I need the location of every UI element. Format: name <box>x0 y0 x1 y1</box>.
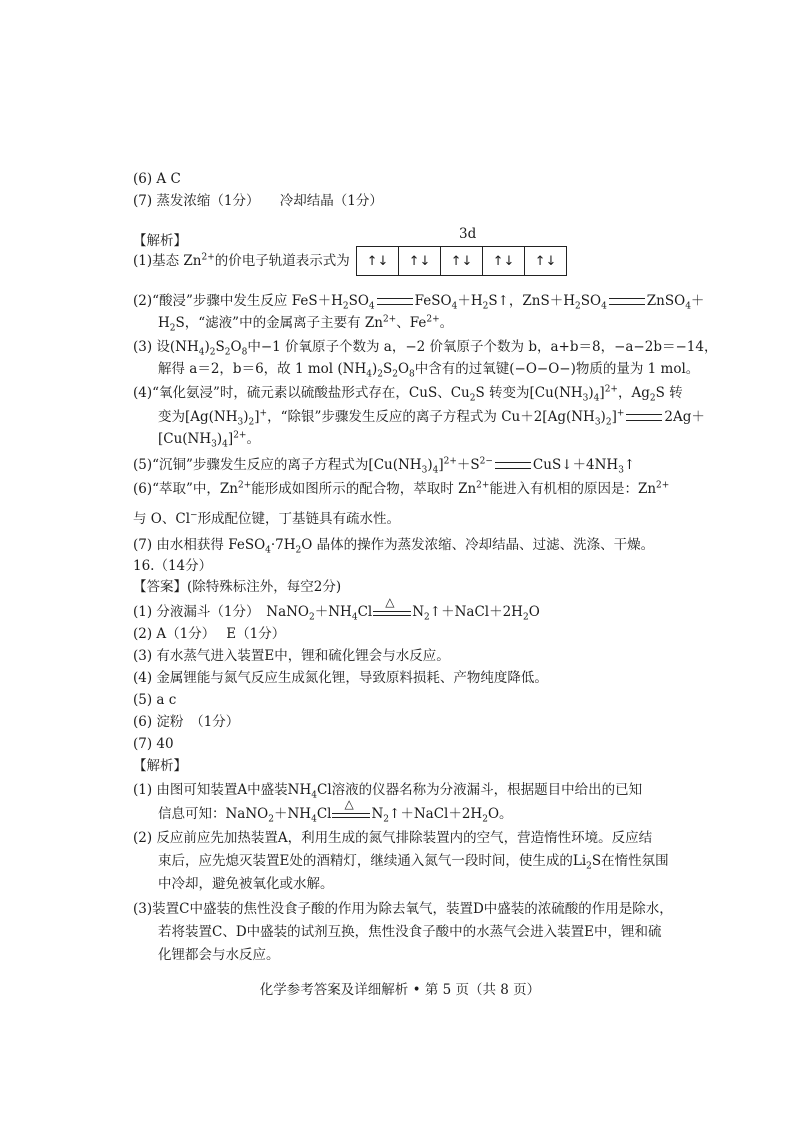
explain16-1-line1: (1) 由图可知装置A中盛装$NH_4Cl$溶液的仪器名称为分液漏斗，根据题目中给出的已知 <box>133 782 643 801</box>
part2-line1: (2)“酸浸”步骤中发生反应 $FeS+H_2SO_4$ $FeSO_4+H_2S↑$，$ZnS+H_2SO_4$ ZnSO$_4$＋ <box>133 293 705 312</box>
part4-line2: 变为$[Ag(NH_3)_2]^+$，“除银”步骤发生反应的离子方程式为 $Cu+2[Ag(NH_3)_2]^+$ 2Ag＋ <box>158 408 705 428</box>
answer-header: 【答案】(除特殊标注外，每空2分) <box>133 579 342 595</box>
part6-line2: 与 O、Cl−形成配位键，丁基链具有疏水性。 <box>133 510 401 527</box>
explain16-3-line3: 化锂都会与水反应。 <box>158 947 280 963</box>
explain16-2-line2: 束后，应先熄灭装置E处的酒精灯，继续通入氮气一段时间，使生成的$Li_2S$在惰性氛围 <box>158 853 669 872</box>
answer-6: (6) A C <box>133 171 181 187</box>
analysis-header-16: 【解析】 <box>133 758 187 774</box>
orbital-cell: ↑↓ <box>357 247 399 276</box>
explain16-2-line3: 中冷却，避免被氧化或水解。 <box>158 876 334 892</box>
part3-line1: (3) 设$(NH_4)_2S_2O_8$中−1 价氧原子个数为 a，−2 价氧原子个数为 b，a+b＝8，−a−2b＝−14， <box>133 339 718 358</box>
part4-line1: (4)“氧化氨浸”时，硫元素以硫酸盐形式存在，CuS、$Cu_2S$ 转变为$[Cu(NH_3)_4]^{2+}$，$Ag_2S$ 转 <box>133 384 683 404</box>
answer16-1: (1) 分液漏斗（1分） $NaNO_2+NH_4Cl$ △ $N_2↑+NaCl+2H_2O$ <box>133 594 540 623</box>
answer16-4: (4) 金属锂能与氮气反应生成氮化锂，导致原料损耗、产物纯度降低。 <box>133 670 548 686</box>
question-16: 16.（14分） <box>133 558 213 574</box>
orbital-cell: ↑↓ <box>483 247 525 276</box>
answer16-3: (3) 有水蒸气进入装置E中，锂和硫化锂会与水反应。 <box>133 648 450 664</box>
explain16-3-line2: 若将装置C、D中盛装的试剂互换，焦性没食子酸中的水蒸气会进入装置E中，锂和硫 <box>158 924 662 940</box>
part4-line3: $[Cu(NH_3)_4]^{2+}$。 <box>158 430 260 450</box>
part6-line1: (6)“萃取”中，$Zn^{2+}$能形成如图所示的配合物，萃取时 $Zn^{2+}$能进入有机相的原因是：$Zn^{2+}$ <box>133 480 670 497</box>
part5: (5)“沉铜”步骤发生反应的离子方程式为$[Cu(NH_3)_4]^{2+}+S^{2-}$ $CuS↓+4NH_3↑$ <box>133 456 636 476</box>
orbital-cell: ↑↓ <box>525 247 567 276</box>
orbital-cell: ↑↓ <box>399 247 441 276</box>
explain16-3-line1: (3)装置C中盛装的焦性没食子酸的作用为除去氧气，装置D中盛装的浓硫酸的作用是除水， <box>133 901 673 917</box>
answer16-7: (7) 40 <box>133 736 174 752</box>
page-footer: 化学参考答案及详细解析 • 第 5 页（共 8 页） <box>259 982 541 998</box>
orbital-cell: ↑↓ <box>441 247 483 276</box>
answer16-6: (6) 淀粉 （1分） <box>133 714 240 730</box>
answer16-5: (5) a c <box>133 692 177 708</box>
orbital-label: 3d <box>459 226 477 242</box>
part3-line2: 解得 a＝2，b＝6，故 1 mol $(NH_4)_2S_2O_8$中含有的过氧键(−O−O−)物质的量为 1 mol。 <box>158 361 700 380</box>
explain16-2-line1: (2) 反应前应先加热装置A，利用生成的氮气排除装置内的空气，营造惰性环境。反应结 <box>133 830 653 846</box>
answer16-2: (2) A（1分） E（1分） <box>133 626 286 642</box>
answer-7: (7) 蒸发浓缩（1分） 冷却结晶（1分） <box>133 193 383 209</box>
orbital-diagram <box>356 246 567 276</box>
part7: (7) 由水相获得 $FeSO_4\cdot 7H_2O$ 晶体的操作为蒸发浓缩、冷却结晶、过滤、洗涤、干燥。 <box>133 537 655 556</box>
part2-line2: $H_2S$，“滤液”中的金属离子主要有 $Zn^{2+}$、$Fe^{2+}$。 <box>158 314 454 334</box>
analysis-header: 【解析】 <box>133 233 187 249</box>
orbital-prefix: (1)基态 $Zn^{2+}$的价电子轨道表示式为 <box>133 252 350 269</box>
explain16-1-line2: 信息可知：$NaNO_2+NH_4Cl$ △ $N_2↑+NaCl+2H_2O$。 <box>158 796 513 825</box>
